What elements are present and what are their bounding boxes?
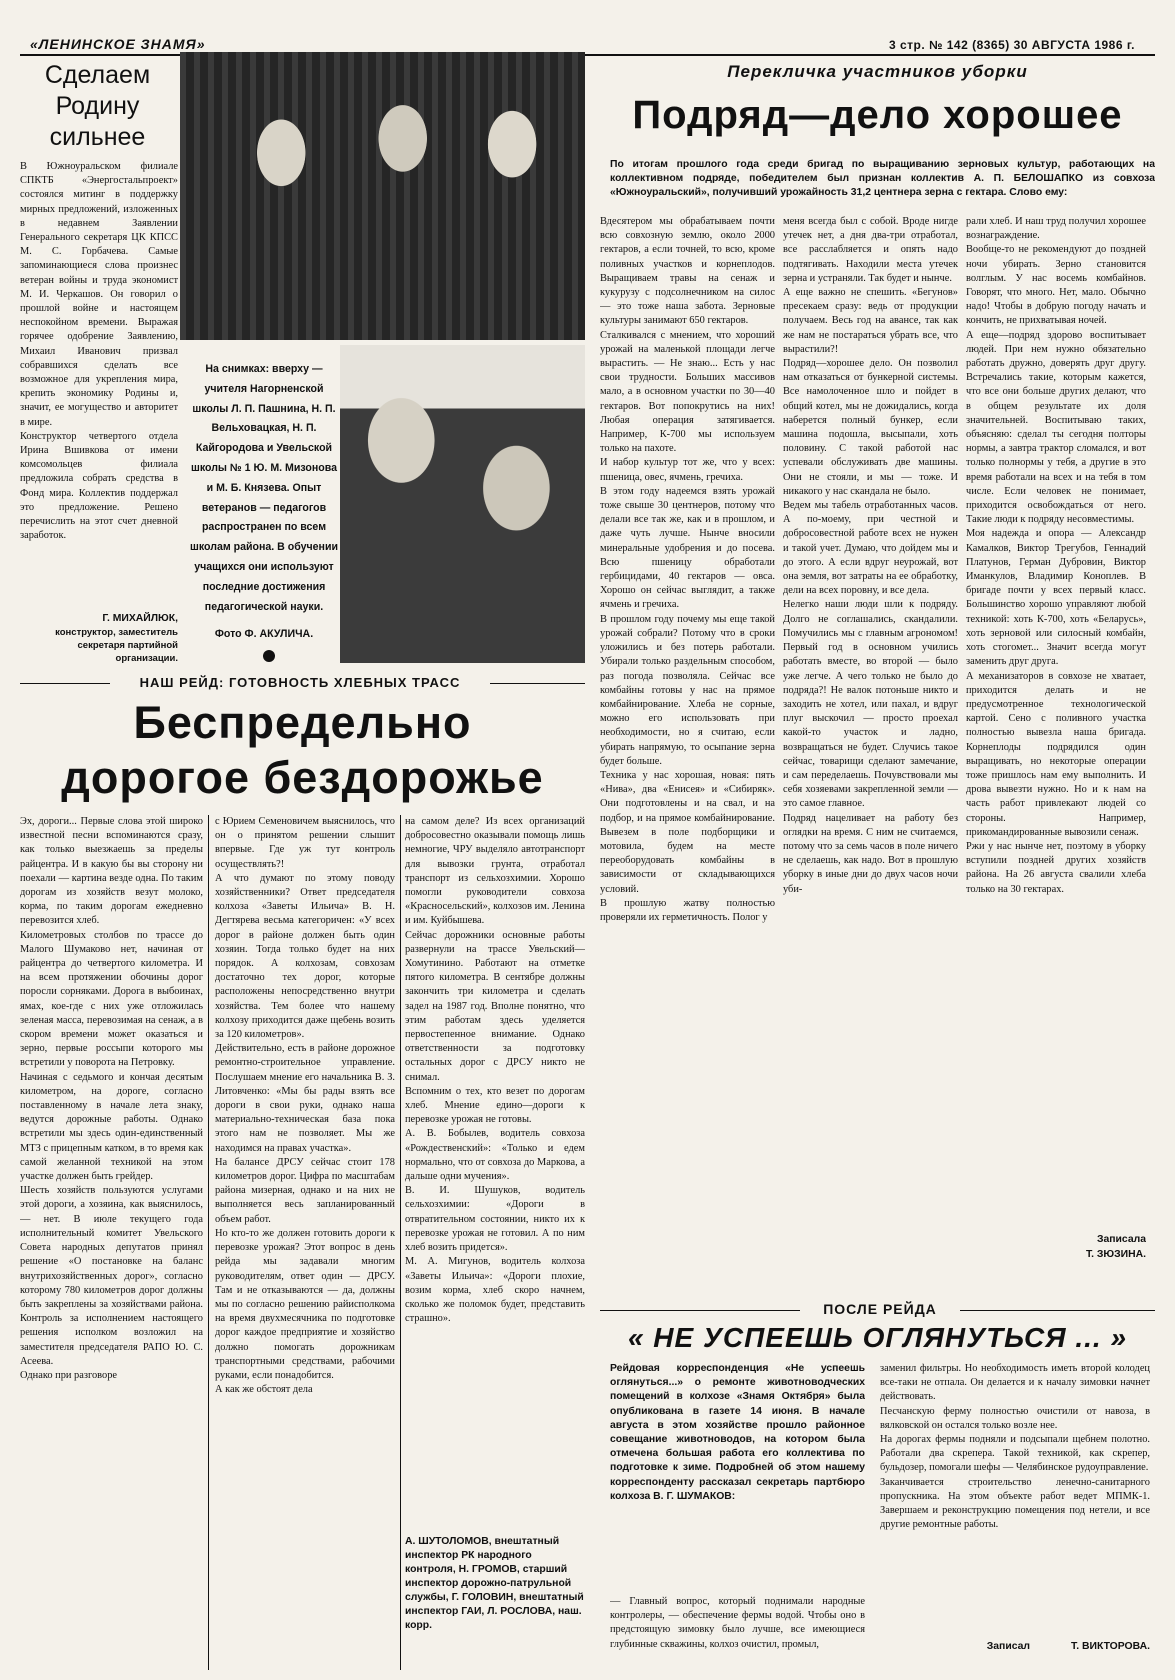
column-divider bbox=[400, 815, 401, 1670]
photo-caption: На снимках: вверху — учителя Нагорненской школы Л. П. Пашнина, Н. П. Вельховацкая, Н. П. Кайгородова и Увельской школы № 1 Ю. М. Мизонова и М. Б. Князева. Опыт ветеранов — педагогов распространен по всем школам района. В обучении учащихся они используют последние достижения педагогической науки. bbox=[190, 363, 338, 613]
harvest-recorder: Записала bbox=[1096, 1234, 1146, 1245]
after-raid-column-1: — Главный вопрос, который поднимали народные контролеры, — обеспечение фермы водой. Чтобы оно в предстоящую зимовку было лучше, все имеющиеся глубинные скважины, колхоз очистил, промыл, bbox=[610, 1596, 865, 1650]
harvest-column-1: Вдесятером мы обрабатываем почти всю совхозную землю, около 2000 гектаров, а если точней, то всю, кроме поливных участков и корнеплодов. Выращиваем травы на сенаж и кукурузу с подсолнечником на силос — это тоже наша забота. Зерновые культуры занимают 650 гектаров. Сталкивался с мнением, что хороший урожай на маленькой площади легче вырастить. — Не знаю... Есть у нас свои трудности. Больших массивов мало, а в основном участки по 30—40 гектаров. Вот попокрутись на них! Любая операция затягивается. Например, К-700 мы используем только на пахоте. И набор культур тот же, что у всех: пшеница, овес, ячмень, гречиха. В этом году надеемся взять урожай тоже свыше 30 центнеров, потому что делали все так же, как и в прошлом, и даже чуть лучше. Нынче вносили минеральные удобрения и до посева. Всю пшеницу обработали гербицидами, 40 гектаров — овса. Хорошо он сейчас выглядит, а также ячмень и гречиха. В прошлом году почему мы еще такой урожай собрали? Потому что в сроки уложились и без потерь работали. Убирали только раздельным способом, раз погода позволяла. Сейчас все комбайны готовы у нас на прямое комбайнирование. Хлеба не сорные, можно его использовать при необходимости, но я считаю, если убирать напрямую, то осыпание зерна будет больше. Техника у нас хорошая, новая: пять «Нива», два «Енисея» и «Сибиряк». Они подготовлены и на свал, и на подбор, и на прямое комбайнирование. Вывезем в поле подборщики и мотовила, будем на месте переоборудовать комбайны в зависимости от складывающихся условий. В прошлую жатву полностью проверяли их герметичность. Полог у bbox=[600, 216, 775, 923]
column-divider bbox=[208, 815, 209, 1670]
teachers-photo-top bbox=[180, 52, 585, 340]
teachers-photo-bottom bbox=[340, 345, 585, 663]
raid-column-2: с Юрием Семеновичем выяснилось, что он о принятом решении слышит впервые. Где уж тут контроль осуществлять?! А что думают по этому поводу хозяйственники? Ответ председателя колхоза «Заветы Ильича» В. Н. Дегтярева весьма категоричен: «У всех дорог в районе должен быть один хозяин. Тогда только будет на них порядок. А колхозам, совхозам достаточно тех дорог, которые расположены непосредственно внутри хозяйства. Тем более что нашему колхозу приходится даже щебень возить за 120 километров». Действительно, есть в районе дорожное ремонтно-строительное управление. Послушаем мнение его начальника В. З. Литовченко: «Мы бы рады взять все дороги в свои руки, однако наша материально-техническая база пока этого нам не позволяет. Мы же находимся на правах участка». На балансе ДРСУ сейчас стоит 178 километров дорог. Цифра по масштабам района мизерная, однако и на них не выполняется весь запланированный объем работ. Но кто-то же должен готовить дороги к перевозке урожая? Этот вопрос в день рейда мы задавали многим руководителям, ответ один — ДРСУ. Там и не отказываются — да, должны мы по согласно решению райисполкома на время двухмесячника по подготовке дорог каждое предприятие и хозяйство должно помогать дорожникам транспортными средствами, рабочими руками, если понадобится. А как же обстоят дела bbox=[215, 816, 395, 1396]
masthead: «ЛЕНИНСКОЕ ЗНАМЯ» bbox=[30, 36, 206, 52]
raid-title-line2: дорогое бездорожье bbox=[61, 752, 544, 803]
harvest-title: Подряд—дело хорошее bbox=[632, 93, 1123, 137]
harvest-author: Т. ЗЮЗИНА. bbox=[1085, 1249, 1146, 1260]
after-raid-banner: ПОСЛЕ РЕЙДА bbox=[800, 1301, 960, 1317]
after-raid-lead: Рейдовая корреспонденция «Не успеешь оглянуться...» о ремонте животноводческих помещений в колхозе «Знамя Октября» была опубликована в газете 14 июня. В начале августа в этом хозяйстве прошло районное совещание животноводов, на котором была отмечена большая работа его коллектива по подготовке к зиме. Подробней об этом нашему корреспонденту рассказал секретарь партбюро колхоза В. Г. ШУМАКОВ: bbox=[610, 1363, 865, 1502]
left-article-author: Г. МИХАЙЛЮК, bbox=[102, 613, 178, 624]
harvest-rubric: Перекличка участников уборки bbox=[727, 62, 1028, 81]
harvest-column-3: рали хлеб. И наш труд получил хорошее вознаграждение. Вообще-то не рекомендуют до поздней ночи убирать. Зерно становится волглым. У нас восемь комбайнов. Говорят, что много. Нет, мало. Обычно надо! Чтобы в добрую погоду начать и кончить, не прихватывая ночей. А еще—подряд здорово воспитывает людей. При нем нужно обязательно работать дружно, доверять друг другу. Встречались такие, которым кажется, что все они больше других делают, что в общем результате их доля значительней. Воспитываю таких, объясняю: сделал ты сегодня полторы нормы, а завтра трактор сломался, и вот только полнормы у тебя, а другие в это время работали на всех и на тебя в том числе. Если человек не понимает, приходится освобождаться от него. Такие люди к подряду несовместимы. Моя надежда и опора — Александр Камалков, Виктор Трегубов, Геннадий Платунов, Герман Дубровин, Виктор Иманкулов, Владимир Коноплев. В бригаде почти у всех первый класс. Большинство хорошо управляют любой техникой: хоть К-700, хоть «Беларусь», хоть зерновой или силосный комбайн, хоть стогомет... Значит всегда могут заменить друг друга. А механизаторов в совхозе не хватает, приходится делать и не предусмотренное технологической картой. Сено с поливного участка полностью вывезла наша бригада. Корнеплоды подрядился один выращивать, но некоторые операции тоже пришлось нам ему выполнить. И дрова вывезти нужно. Но и к нам на часть работ привлекают людей со стороны. Например, прикомандированные вывозили сенаж. Ржи у нас нынче нет, поэтому в уборку вступили поздней других хозяйств района. На 26 августа свалили хлеба только на 30 гектарах. bbox=[966, 216, 1146, 895]
raid-column-3: на самом деле? Из всех организаций добросовестно оказывали помощь лишь немногие, ЧРУ выделяло автотранспорт для вывозки грунта, отработал транспорт из сельхозхимии. Хорошо помогли руководители совхоза «Красносельский», колхозов им. Ленина и им. Куйбышева. Сейчас дорожники основные работы развернули на трассе Увельский—Хомутинино. Работают на отметке пятого километра. В сентябре должны закончить три километра и сделать задел на 1987 год. Вполне понятно, что этим работам здесь уделяется первостепенное внимание. Однако ответственности за подготовку остальных дорог с ДРСУ никто не снимал. Вспомним о тех, кто везет по дорогам хлеб. Мнение едино—дороги к перевозке урожая не готовы. А. В. Бобылев, водитель совхоза «Рождественский»: «Только и едем нормально, что от совхоза до Маркова, а дальше одни мучения». В. И. Шушуков, водитель сельхозхимии: «Дороги в отвратительном состоянии, никто их к перевозке урожая не готовил. А по ним хлеб возить придется». М. А. Мигунов, водитель колхоза «Заветы Ильича»: «Дороги плохие, возим корма, хлеб скоро начнем, сколько же поломок будет, представить страшно». bbox=[405, 816, 585, 1325]
raid-rule-left bbox=[20, 683, 110, 684]
harvest-column-2: меня всегда был с собой. Вроде нигде утечек нет, а дня два-три отработал, все расслабляется и опять надо подтягивать. Находили места утечек зерна и устраняли. Так будет и нынче. А еще важно не спешить. «Бегунов» пресекаем сразу: ведь от продукции получаем. Весь год на авансе, так как же нам не постараться убрать все, что вырастили?! Подряд—хорошее дело. Он позволил нам отказаться от бункерной системы. Все намолоченное шло и пойдет в общий котел, мы не дожидались, когда наберется полный бункер, если машина подошла, высыпали, хоть половину. С такой работой нас успевали обслуживать две машины. Они не стояли, и мы — тоже. И никакого у нас скандала не было. Ведем мы табель отработанных часов. А по-моему, при честной и добросовестной работе всех не нужен и такой учет. Думаю, что дойдем мы и до этого. А если вдруг неурожай, вот она земля, вот затраты на ее обработку, дели на всех поровну, и все дела. Нелегко наши люди шли к подряду. Долго не соглашались, скандалили. Помучились мы с главным агрономом! Первый год в основном учились работать вместе, во второй — было уже легче. А чего только не было до подряда?! Не валок потоньше никто и заходить не хотел, или пахал, и вдруг плуг выскочил — просто проехал какой-то участок и ладно, возвращаться не будет. Случись такое сейчас, товарищи сделают замечание, и сам переделаешь. Почувствовали мы себя хозяевами закрепленной земли — это самое главное. Подряд нацеливает на работу без оглядки на время. С ним не считаемся, потому что за семь часов в поле ничего не сделаешь, как надо. Вот в прошлую уборку в иные дни до двух часов ночи уби- bbox=[783, 216, 958, 895]
issue-info: 3 стр. № 142 (8365) 30 АВГУСТА 1986 г. bbox=[888, 38, 1135, 52]
harvest-lead: По итогам прошлого года среди бригад по выращиванию зерновых культур, работающих на коллективном подряде, победителем был признан коллектив А. П. БЕЛОШАПКО из совхоза «Южноуральский», получивший урожайность 31,2 центнера зерна с гектара. Слово ему: bbox=[610, 159, 1155, 199]
after-raid-author: Т. ВИКТОРОВА. bbox=[1071, 1641, 1150, 1652]
left-article-text: В Южноуральском филиале СПКТБ «Энергостальпроект» состоялся митинг в поддержку мирных предложений, изложенных в недавнем Заявлении Генерального секретаря ЦК КПСС М. С. Горбачева. Самые запоминающиеся слова произнес ветеран войны и труда экономист М. И. Черкашов. Он говорил о прошлой войне и настоящем неспокойном времени. Выражая горячее одобрение Заявлению, Михаил Иванович призвал собравшихся сделать все возможное для укрепления мира, крепить экономику Родины и, значит, ее могущество и авторитет в мире. Конструктор четвертого отдела Ирина Вшивкова от имени комсомольцев филиала предложила собрать средства в Фонд мира. Коллектив поддержал это предложение. Решено перечислить на этот счет дневной заработок. bbox=[20, 161, 178, 542]
raid-banner: НАШ РЕЙД: ГОТОВНОСТЬ ХЛЕБНЫХ ТРАСС bbox=[139, 675, 461, 690]
after-raid-title: « НЕ УСПЕЕШЬ ОГЛЯНУТЬСЯ ... » bbox=[627, 1322, 1128, 1353]
raid-signature: А. ШУТОЛОМОВ, внештатный инспектор РК народного контроля, Н. ГРОМОВ, старший инспектор дорожно-патрульной службы, Г. ГОЛОВИН, внештатный инспектор ГАИ, Л. РОСЛОВА, наш. корр. bbox=[405, 1536, 584, 1631]
bullet-dot bbox=[263, 650, 275, 662]
after-raid-column-2: заменил фильтры. Но необходимость иметь второй колодец все-таки не отпала. Он делается и к началу зимовки начнет действовать. Песчанскую ферму полностью очистили от навоза, в вялковской он остался только возле нее. На дорогах фермы подняли и подсыпали щебнем полотно. Работали два скрепера. Такой техникой, как скрепер, бульдозер, помогали шефы — Челябинское рудоуправление. Заканчивается строительство ленечно-санитарного пропускника. На этом объекте работ ведет МПМК-1. Завершаем и реконструкцию помещения под нетели, и все другие ремонтные работы. bbox=[880, 1363, 1150, 1531]
left-article-title: Сделаем Родину сильнее bbox=[44, 61, 151, 151]
left-article-author-role: конструктор, заместитель секретаря партийной организации. bbox=[55, 627, 178, 664]
after-raid-recorder: Записал bbox=[986, 1641, 1030, 1652]
photo-credit: Фото Ф. АКУЛИЧА. bbox=[214, 628, 314, 640]
raid-rule-right bbox=[490, 683, 585, 684]
raid-title-line1: Беспредельно bbox=[133, 697, 472, 748]
raid-column-1: Эх, дороги... Первые слова этой широко известной песни вспоминаются сразу, как только выезжаешь за пределы райцентра. И в какую бы вы сторону ни поехали — картина везде одна. По таким дорогам из хозяйств везут молоко, корма, по таким дорогам ежедневно перевозится хлеб. Километровых столбов по трассе до Малого Шумаково нет, начиная от райцентра до четвертого километра. И на всем протяжении обочины дорог поросли сорняками. Дорога в выбоинах, ямах, кое-где с них уже отложилась зеленая масса, перевозимая на сенаж, а в скором времени может оказаться и зерно, первые россыпи которого мы встретили у поворота на Петровку. Начиная с седьмого и кончая десятым километром, на дороге, согласно поставленному в начале лета знаку, ведутся дорожные работы. Однако встретили мы здесь один-единственный МТЗ с прицепным катком, в то время как самой желанной техникой на этом участке должен быть грейдер. Шесть хозяйств пользуются услугами этой дороги, а хозяина, как выяснилось, — нет. В июле текущего года исполнительный комитет Увельского Совета народных депутатов принял решение «О постановке на баланс внутрихозяйственных дорог», согласно которому 780 километров дорог должны быть закреплены за хозяйствами района. Контроль за исполнением настоящего решения исполком возложил на заместителя председателя РАПО Ю. С. Асеева. Однако при разговоре bbox=[20, 816, 203, 1381]
